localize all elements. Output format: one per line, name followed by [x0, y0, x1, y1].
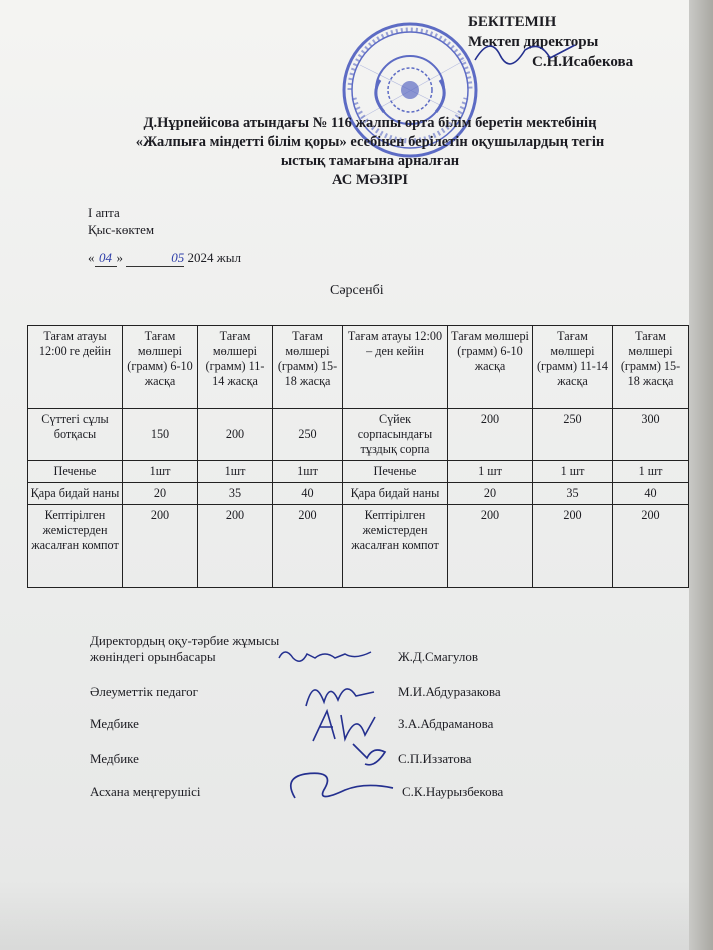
paper-shadow	[0, 880, 689, 950]
signature-role: Медбике	[90, 751, 139, 766]
table-cell: 20	[123, 483, 198, 505]
canteen-signature-icon	[275, 738, 400, 808]
table-cell: 200	[123, 505, 198, 588]
table-cell: 200	[448, 505, 533, 588]
table-cell: 250	[273, 409, 343, 461]
signature-name: С.П.Иззатова	[398, 751, 472, 766]
table-cell: 1шт	[123, 461, 198, 483]
signature-name: Ж.Д.Смагулов	[398, 649, 478, 664]
signature-role: Әлеуметтік педагог	[90, 684, 198, 699]
signature-name: З.А.Абдраманова	[398, 716, 494, 731]
signature-role: Директордың оқу-тәрбие жұмысы	[90, 633, 280, 648]
table-row	[28, 409, 689, 461]
title-line-1: Д.Нұрпейісова атындағы № 116 жалпы орта білім беретін мектебінің	[143, 115, 597, 131]
header-portion-15-18: Тағам мөлшері (грамм) 15-18 жасқа	[273, 326, 343, 409]
table-header-row	[28, 326, 689, 409]
table-cell: Сүйек сорпасындағы тұздық сорпа	[343, 409, 448, 461]
table-cell: 1 шт	[533, 461, 613, 483]
table-row	[28, 505, 689, 588]
table-cell: 200	[198, 505, 273, 588]
header-dish-after-noon: Тағам атауы 12:00 – ден кейін	[343, 326, 448, 409]
approval-position: Мектеп директоры	[468, 34, 599, 50]
header-portion-6-10-pm: Тағам мөлшері (грамм) 6-10 жасқа	[448, 326, 533, 409]
table-cell: 1шт	[198, 461, 273, 483]
header-portion-15-18-pm: Тағам мөлшері (грамм) 15-18 жасқа	[613, 326, 689, 409]
signature-role-line2: жөніндегі орынбасары	[90, 649, 216, 664]
header-portion-11-14: Тағам мөлшері (грамм) 11-14 жасқа	[198, 326, 273, 409]
table-row	[28, 483, 689, 505]
signature-name: М.И.Абдуразакова	[398, 684, 501, 699]
signature-name: С.К.Наурызбекова	[402, 784, 504, 799]
table-cell: 35	[198, 483, 273, 505]
table-cell: Қара бидай наны	[28, 483, 123, 505]
table-cell: 1шт	[273, 461, 343, 483]
table-cell: 1 шт	[448, 461, 533, 483]
day-of-week: Сәрсенбі	[330, 283, 384, 298]
director-signature-icon	[470, 30, 580, 70]
table-cell: 200	[533, 505, 613, 588]
table-cell: 300	[613, 409, 689, 461]
table-cell: 200	[198, 409, 273, 461]
table-cell: 200	[448, 409, 533, 461]
table-cell: Печенье	[343, 461, 448, 483]
date-close-quote: »	[116, 250, 123, 265]
table-row	[28, 461, 689, 483]
table-cell: 250	[533, 409, 613, 461]
menu-table	[27, 325, 689, 588]
season-label: Қыс-көктем	[88, 222, 155, 237]
week-label: І апта	[88, 205, 120, 220]
header-portion-6-10: Тағам мөлшері (грамм) 6-10 жасқа	[123, 326, 198, 409]
background-surface	[689, 0, 713, 950]
signature-role: Медбике	[90, 716, 139, 731]
header-dish-before-noon: Тағам атауы 12:00 ге дейін	[28, 326, 123, 409]
title-line-3: ыстық тамағына арналған	[280, 153, 460, 169]
table-cell: 1 шт	[613, 461, 689, 483]
header-portion-11-14-pm: Тағам мөлшері (грамм) 11-14 жасқа	[533, 326, 613, 409]
table-cell: Кептірілген жемістерден жасалған компот	[343, 505, 448, 588]
table-cell: Печенье	[28, 461, 123, 483]
table-cell: 35	[533, 483, 613, 505]
table-cell: 200	[273, 505, 343, 588]
date-day: 04	[95, 250, 117, 267]
title-line-4: АС МӘЗІРІ	[331, 172, 409, 188]
table-cell: Кептірілген жемістерден жасалған компот	[28, 505, 123, 588]
date-open-quote: «	[88, 250, 95, 265]
title-line-2: «Жалпыға міндетті білім қоры» есебінен берілетін оқушылардың тегін	[135, 134, 605, 150]
approval-heading: БЕКІТЕМІН	[468, 14, 557, 30]
date-line	[88, 250, 241, 267]
document-title	[90, 114, 650, 190]
table-cell: 40	[613, 483, 689, 505]
table-cell: 20	[448, 483, 533, 505]
date-year: 2024 жыл	[187, 250, 241, 265]
table-cell: 200	[613, 505, 689, 588]
approval-signatory: С.Н.Исабекова	[532, 54, 634, 70]
table-cell: 150	[123, 409, 198, 461]
date-month: 05	[126, 250, 184, 267]
table-cell: Қара бидай наны	[343, 483, 448, 505]
deputy-signature-icon	[275, 636, 375, 668]
table-cell: 40	[273, 483, 343, 505]
table-cell: Сүттегі сұлы ботқасы	[28, 409, 123, 461]
signature-role: Асхана меңгерушісі	[90, 784, 201, 799]
